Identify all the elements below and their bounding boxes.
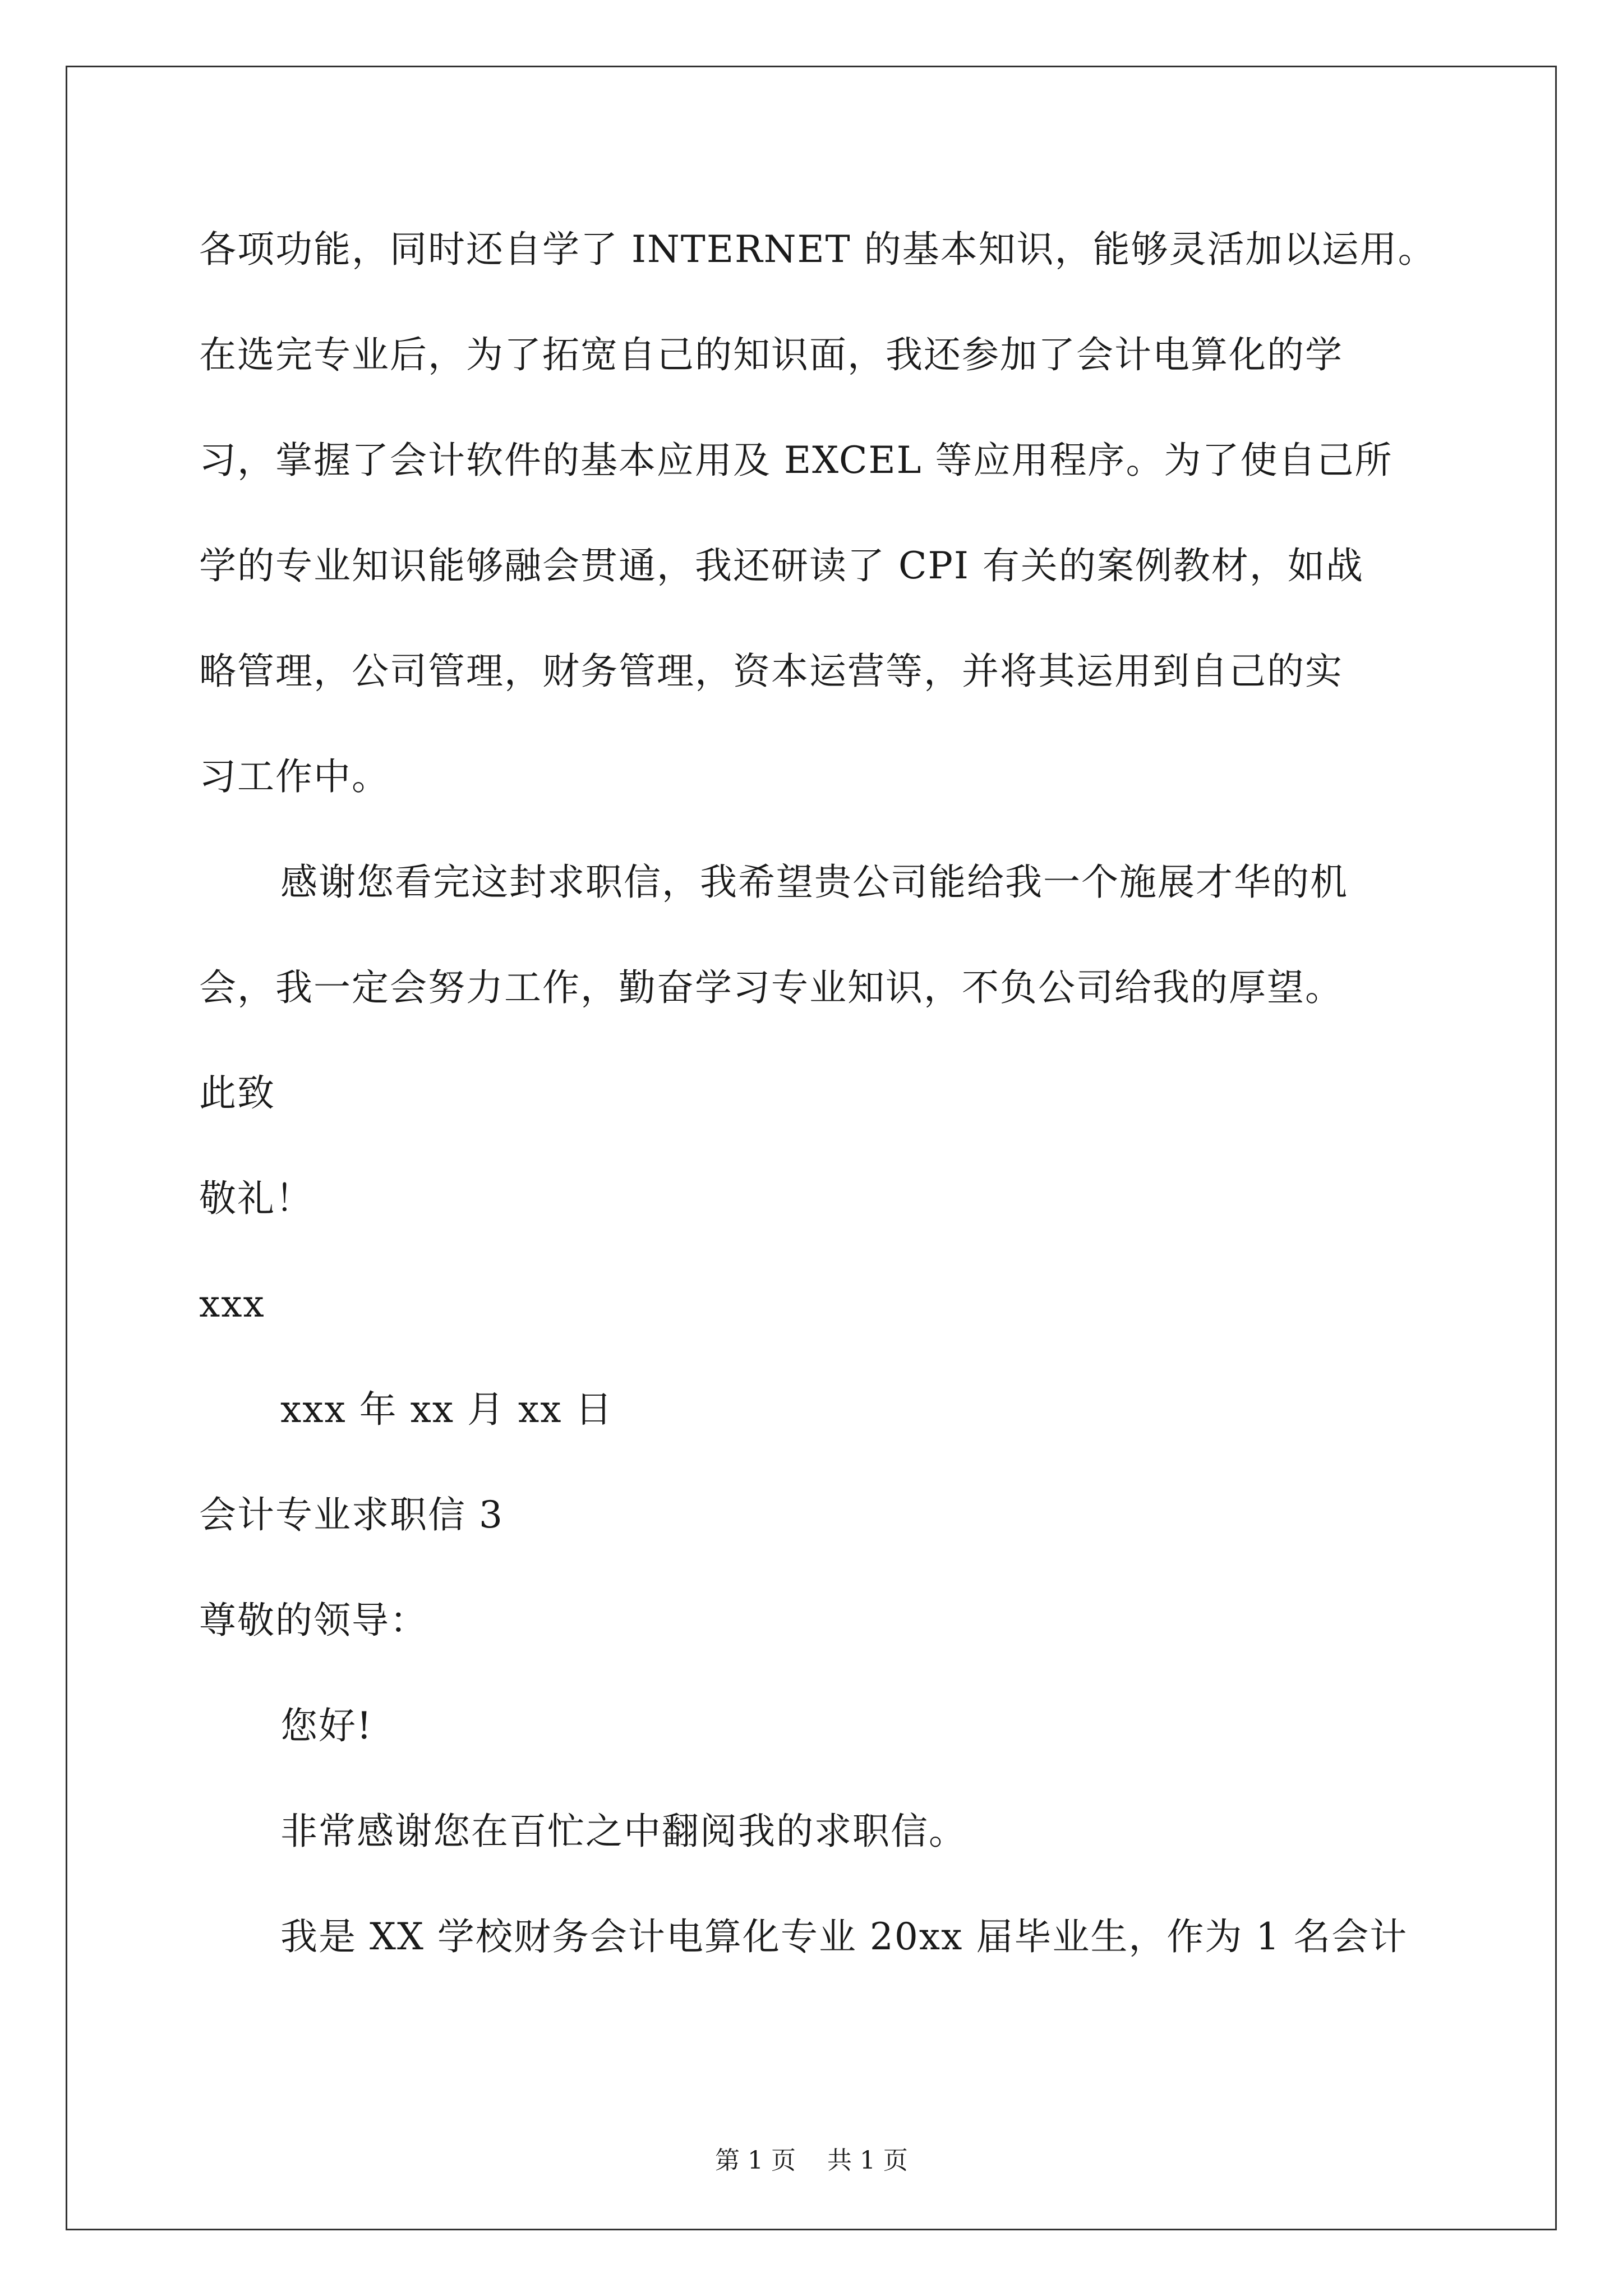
- signature-name: xxx: [199, 1282, 265, 1326]
- body-line-17: 我是 XX 学校财务会计电算化专业 20xx 届毕业生，作为 1 名会计: [280, 1915, 1408, 1958]
- body-line-8: 会，我一定会努力工作，勤奋学习专业知识，不负公司给我的厚望。: [199, 966, 1343, 1009]
- body-line-7: 感谢您看完这封求职信，我希望贵公司能给我一个施展才华的机: [280, 861, 1348, 904]
- closing-regards: 敬礼！: [199, 1177, 313, 1220]
- body-line-3: 习，掌握了会计软件的基本应用及 EXCEL 等应用程序。为了使自己所: [199, 439, 1393, 482]
- body-line-4: 学的专业知识能够融会贯通，我还研读了 CPI 有关的案例教材，如战: [199, 544, 1364, 587]
- body-line-1: 各项功能，同时还自学了 INTERNET 的基本知识，能够灵活加以运用。: [199, 228, 1436, 271]
- page-footer: 第 1 页 共 1 页: [715, 2146, 908, 2175]
- section-heading: 会计专业求职信 3: [199, 1493, 504, 1536]
- signature-date: xxx 年 xx 月 xx 日: [280, 1388, 614, 1431]
- letter-salutation: 尊敬的领导：: [199, 1599, 428, 1642]
- body-line-2: 在选完专业后，为了拓宽自己的知识面，我还参加了会计电算化的学: [199, 333, 1343, 376]
- body-line-6: 习工作中。: [199, 755, 390, 798]
- greeting: 您好!: [280, 1704, 373, 1747]
- closing-salutation: 此致: [199, 1071, 275, 1115]
- body-line-16: 非常感谢您在百忙之中翻阅我的求职信。: [280, 1810, 967, 1853]
- page-border: [66, 66, 1557, 2230]
- body-line-5: 略管理，公司管理，财务管理，资本运营等，并将其运用到自己的实: [199, 650, 1343, 693]
